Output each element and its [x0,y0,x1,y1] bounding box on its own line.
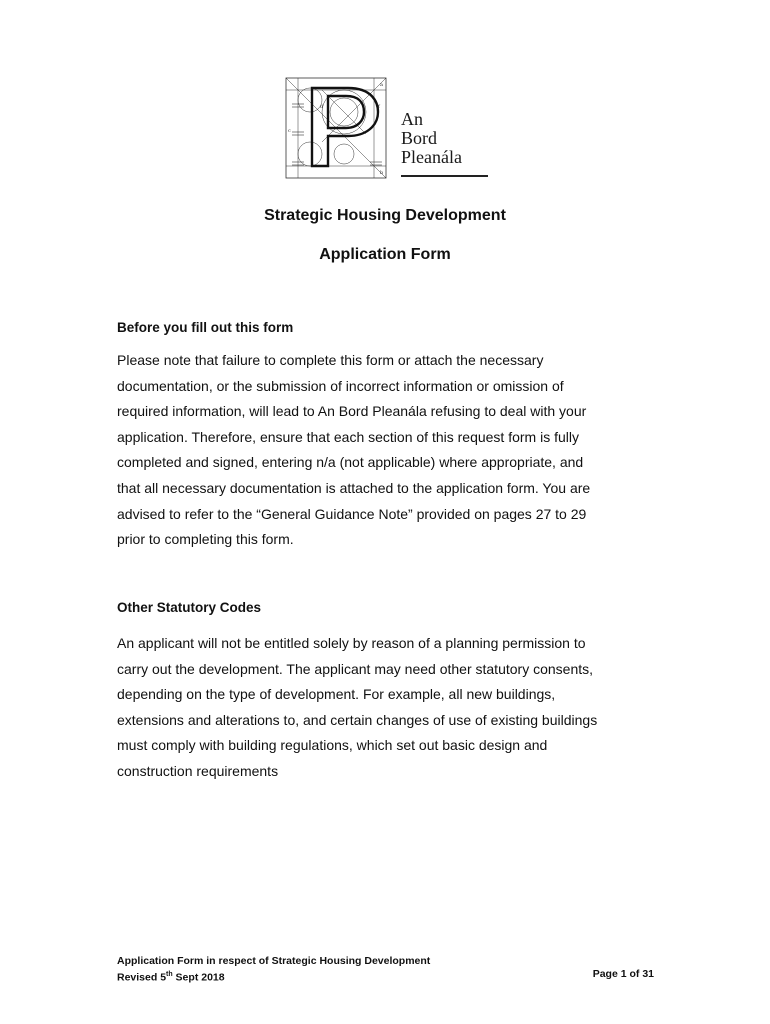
paragraph-line: completed and signed, entering n/a (not applicable) where appropriate, and [117,454,584,471]
paragraph-line: that all necessary documentation is attached to the application form. You are [117,479,591,496]
paragraph-line: documentation, or the submission of incorrect information or omission of [117,377,564,394]
paragraph-line: extensions and alterations to, and certain changes of use of existing buildings [117,711,598,728]
svg-text:d: d [320,104,324,110]
svg-text:b: b [380,170,384,176]
footer-revised-ordinal: th [166,971,173,978]
document-subtitle: Application Form [319,246,451,263]
paragraph-line: An applicant will not be entitled solely by reason of a planning permission to [117,635,586,651]
footer-revised-suffix: Sept 2018 [172,971,225,984]
document-title: Strategic Housing Development [264,207,506,224]
paragraph-line: required information, will lead to An Bord Pleanála refusing to deal with your [117,403,587,420]
section-body-other-statutory-codes [117,631,657,785]
section-heading-other-statutory-codes: Other Statutory Codes [117,600,262,615]
paragraph-line: Please note that failure to complete this form or attach the necessary [117,352,544,368]
logo-word-an: An [401,109,423,129]
paragraph-line: carry out the development. The applicant may need other statutory consents, [117,660,594,677]
logo-wordmark [401,110,462,167]
paragraph-line: advised to refer to the “General Guidance Note” provided on pages 27 to 29 [117,505,587,522]
footer-page-number: Page 1 of 31 [592,968,654,980]
logo-p-monogram-icon [282,76,392,180]
paragraph-line: depending on the type of development. For example, all new buildings, [117,686,556,703]
logo-word-pleanala: Pleanála [401,147,462,167]
logo-word-bord: Bord [401,128,437,148]
section-body-before-you-fill [117,348,657,553]
footer-revised-prefix: Revised 5 [117,971,167,984]
footer-revision-date [117,968,430,985]
logo-underline [401,175,488,177]
an-bord-pleanala-logo [282,76,492,180]
paragraph-line: application. Therefore, ensure that each section of this request form is fully [117,428,579,445]
footer-document-info [117,955,430,985]
svg-text:a: a [380,82,383,88]
section-heading-before-you-fill: Before you fill out this form [117,320,294,335]
footer-form-title: Application Form in respect of Strategic Housing Development [117,955,431,967]
paragraph-line: construction requirements [117,762,279,779]
svg-text:c: c [288,128,291,134]
paragraph-line: prior to completing this form. [117,531,294,548]
svg-text:f: f [378,104,380,110]
paragraph-line: must comply with building regulations, which set out basic design and [117,737,548,754]
